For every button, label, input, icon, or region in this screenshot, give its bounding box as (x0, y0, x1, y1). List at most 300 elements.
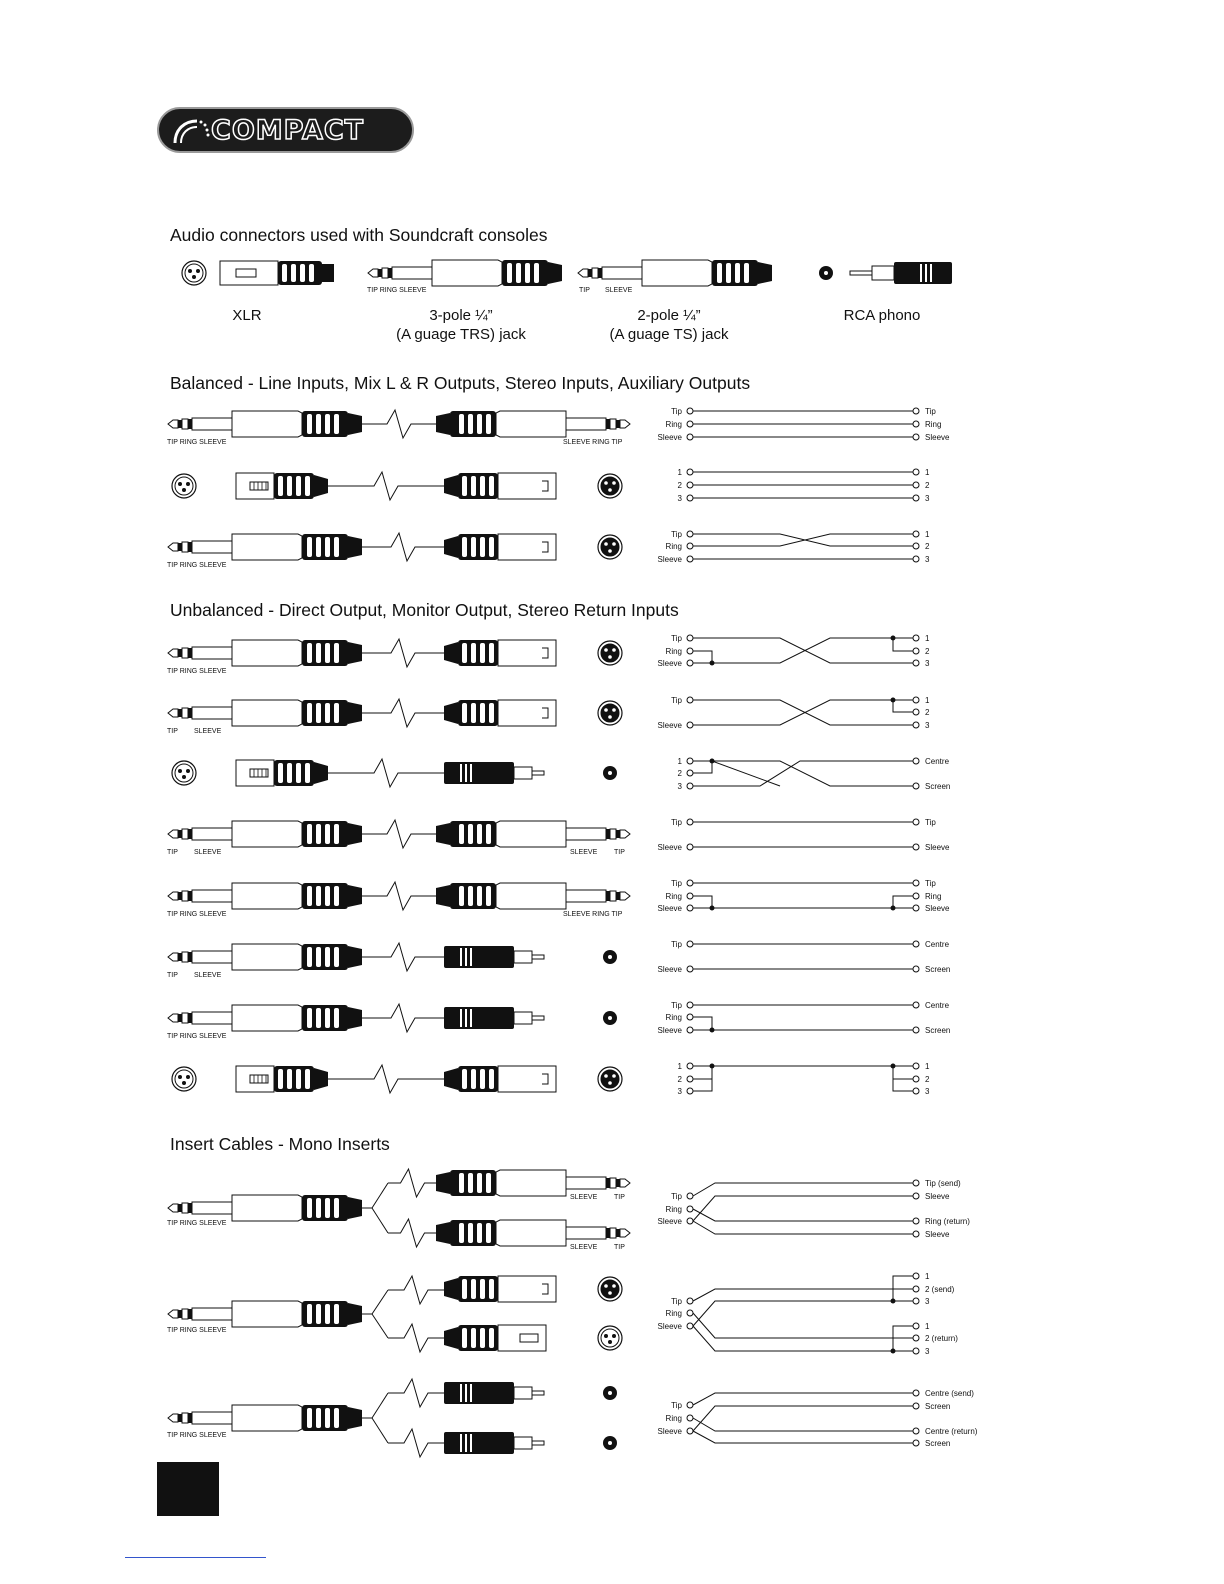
wire-label: Sleeve (657, 721, 682, 730)
wire (388, 1169, 437, 1197)
junction (891, 1064, 896, 1069)
wire-label: Tip (671, 530, 682, 539)
terminal (913, 819, 919, 825)
wire (693, 1313, 913, 1338)
terminal (687, 1193, 693, 1199)
terminal (687, 660, 693, 666)
left-jack-plug (168, 944, 362, 970)
terminal (687, 1402, 693, 1408)
right-rca-face-icon (603, 1011, 617, 1025)
insert1-ts-plug-return (436, 1220, 630, 1246)
right-xlr-plug (444, 640, 556, 666)
jack-pin-label: TIP RING SLEEVE (167, 1327, 227, 1334)
terminal (913, 1193, 919, 1199)
terminal (913, 1027, 919, 1033)
wire-label: 3 (677, 1087, 682, 1096)
wire-label: 1 (677, 468, 682, 477)
junction (710, 661, 715, 666)
jack-pin-label: SLEEVE RING TIP (563, 911, 623, 918)
terminal (913, 758, 919, 764)
unbalanced-wiring-7 (658, 1001, 951, 1035)
terminal (687, 635, 693, 641)
wire-label: Screen (925, 965, 951, 974)
wire-label: 2 (677, 481, 682, 490)
junction (710, 906, 715, 911)
right-xlr-face-icon (598, 535, 622, 559)
rca-plug-icon (850, 262, 952, 284)
terminal (687, 722, 693, 728)
wire-label: Tip (send) (925, 1179, 961, 1188)
jack-pin-label: TIP (167, 728, 178, 735)
jack-pin-label: TIP RING SLEEVE (167, 1432, 227, 1439)
wire (372, 1314, 388, 1338)
jack-pin-label: SLEEVE (570, 1194, 598, 1201)
wire-label: 3 (925, 1347, 930, 1356)
wire-label: Tip (671, 1297, 682, 1306)
wire (712, 761, 780, 786)
terminal (687, 1298, 693, 1304)
wire (693, 1406, 913, 1431)
wire-label: Sleeve (657, 433, 682, 442)
wire (362, 410, 436, 438)
wire (372, 1208, 388, 1233)
junction (891, 906, 896, 911)
terminal (913, 469, 919, 475)
wire-label: Ring (925, 892, 942, 901)
jack-pin-label: TIP (579, 287, 590, 294)
terminal (687, 543, 693, 549)
jack-pin-label: TIP (167, 849, 178, 856)
page-number-block (157, 1462, 219, 1516)
wire-label: Ring (665, 1309, 682, 1318)
wire-label: Ring (return) (925, 1217, 970, 1226)
insert3-rca-send-face-icon (603, 1386, 617, 1400)
insert3-rca-return (444, 1432, 544, 1454)
wire (693, 761, 712, 773)
jack-pin-label: TIP (614, 849, 625, 856)
terminal (687, 495, 693, 501)
terminal (687, 556, 693, 562)
wire (362, 699, 444, 727)
insert3-rca-send (444, 1382, 544, 1404)
wire-label: Sleeve (657, 965, 682, 974)
wire-label: 3 (677, 782, 682, 791)
wire-label: Sleeve (925, 433, 950, 442)
section-title-insert: Insert Cables - Mono Inserts (170, 1134, 390, 1154)
wire-label: Sleeve (657, 904, 682, 913)
insert2-xlr-male (444, 1276, 556, 1302)
wire-label: 2 (925, 542, 930, 551)
terminal (687, 966, 693, 972)
connector-label-xlr: XLR (232, 307, 262, 324)
terminal (913, 482, 919, 488)
terminal (913, 1286, 919, 1292)
terminal (687, 844, 693, 850)
ts-pin-labels (579, 287, 633, 294)
terminal (913, 434, 919, 440)
jack-pin-label: SLEEVE (194, 849, 222, 856)
wire-label: Screen (925, 1402, 951, 1411)
wire (693, 1079, 712, 1091)
terminal (687, 482, 693, 488)
wire (328, 1065, 444, 1093)
terminal (913, 783, 919, 789)
terminal (687, 1027, 693, 1033)
left-xlr-plug (236, 473, 328, 499)
wire-label: Ring (665, 1013, 682, 1022)
wire-label: 2 (925, 1075, 930, 1084)
insert1-ts-plug-send (436, 1170, 630, 1196)
insert2-xlr-male-face-icon (598, 1277, 622, 1301)
terminal (687, 697, 693, 703)
terminal (687, 819, 693, 825)
insert2-xlr-female-face-icon (598, 1326, 622, 1350)
right-xlr-face-icon (598, 641, 622, 665)
wire-label: Screen (925, 1026, 951, 1035)
section-title-unbalanced: Unbalanced - Direct Output, Monitor Output, Stereo Return Inputs (170, 600, 679, 620)
terminal (913, 1076, 919, 1082)
left-jack-plug (168, 534, 362, 560)
wire (388, 1324, 444, 1352)
wire-label: Tip (671, 1192, 682, 1201)
wire-label: Sleeve (657, 1322, 682, 1331)
wire-label: 3 (925, 1087, 930, 1096)
junction (710, 1028, 715, 1033)
wire-label: Ring (925, 420, 942, 429)
insert-wiring-2 (658, 1272, 959, 1356)
terminal (687, 1206, 693, 1212)
wire-label: Tip (671, 1401, 682, 1410)
wire-label: Ring (665, 647, 682, 656)
terminal (913, 1323, 919, 1329)
right-xlr-face-icon (598, 1067, 622, 1091)
terminal (687, 1323, 693, 1329)
insert2-xlr-female (444, 1325, 546, 1351)
terminal (913, 1335, 919, 1341)
terminal (913, 722, 919, 728)
wire (693, 761, 913, 786)
wire-label: Ring (665, 1414, 682, 1423)
wire-label: Tip (671, 634, 682, 643)
wire (893, 700, 913, 712)
jack-pin-label: TIP (614, 1244, 625, 1251)
wire-label: 1 (677, 757, 682, 766)
wire (893, 1066, 913, 1079)
wire (693, 1431, 913, 1443)
xlr-plug-icon (220, 261, 334, 285)
right-xlr-face-icon (598, 474, 622, 498)
wire (328, 759, 444, 787)
unbalanced-row-3 (328, 759, 444, 787)
right-xlr-plug (444, 534, 556, 560)
wire (362, 1393, 388, 1418)
wire-label: Sleeve (925, 1192, 950, 1201)
connector-label-ts: 2-pole ¼” (A guage TS) jack (609, 307, 729, 343)
wire-label: Tip (671, 1001, 682, 1010)
jack-pin-label: TIP RING SLEEVE (167, 1033, 227, 1040)
wire-label: Tip (925, 879, 936, 888)
wire (693, 1066, 712, 1079)
jack-pin-label: SLEEVE (570, 849, 598, 856)
terminal (687, 1076, 693, 1082)
insert2-trs-plug (168, 1301, 362, 1327)
jack-pin-label: TIP (614, 1194, 625, 1201)
right-rca-face-icon (603, 766, 617, 780)
terminal (687, 758, 693, 764)
jack-pin-label: TIP RING SLEEVE (167, 1220, 227, 1227)
wire (893, 638, 913, 651)
terminal (913, 531, 919, 537)
wire-label: Sleeve (657, 1217, 682, 1226)
wire (388, 1379, 444, 1407)
wire-label: Sleeve (657, 1026, 682, 1035)
wire (693, 534, 913, 546)
connector-label-trs: 3-pole ¼” (A guage TRS) jack (396, 307, 526, 343)
junction (891, 636, 896, 641)
terminal (687, 469, 693, 475)
unbalanced-wiring-6 (658, 940, 951, 974)
terminal (913, 966, 919, 972)
wire (693, 896, 712, 908)
terminal (687, 1014, 693, 1020)
wire (693, 1418, 913, 1431)
wire (693, 1017, 712, 1030)
insert3-rca-return-face-icon (603, 1436, 617, 1450)
wire-label: Sleeve (925, 904, 950, 913)
right-jack-plug (436, 821, 630, 847)
wire-label: Sleeve (657, 555, 682, 564)
insert1-trs-plug (168, 1195, 362, 1221)
unbalanced-wiring-8 (678, 1062, 930, 1096)
terminal (913, 660, 919, 666)
wire (693, 1393, 913, 1405)
trs-pin-labels (367, 287, 427, 294)
wire (693, 700, 913, 725)
left-jack-plug (168, 700, 362, 726)
wire-label: Ring (665, 420, 682, 429)
wire (362, 820, 436, 848)
right-rca-face-icon (603, 950, 617, 964)
wire-label: 1 (925, 530, 930, 539)
junction (710, 1064, 715, 1069)
wire (362, 1290, 388, 1314)
wire-label: Centre (return) (925, 1427, 978, 1436)
wire-label: Sleeve (657, 659, 682, 668)
wire-label: 1 (925, 634, 930, 643)
wire (693, 638, 913, 663)
left-jack-plug (168, 640, 362, 666)
wire-label: 3 (925, 494, 930, 503)
right-rca-plug (444, 946, 544, 968)
wire-label: Tip (671, 818, 682, 827)
logo-text: COMPACT (211, 115, 365, 146)
wire (693, 1196, 913, 1221)
wire-label: 2 (925, 647, 930, 656)
wire-label: Ring (665, 542, 682, 551)
wire (893, 1079, 913, 1091)
terminal (913, 495, 919, 501)
wire (693, 761, 913, 786)
jack-pin-label: TIP (167, 972, 178, 979)
terminal (913, 1063, 919, 1069)
section-title-balanced: Balanced - Line Inputs, Mix L & R Outputs, Stereo Inputs, Auxiliary Outputs (170, 373, 751, 393)
right-xlr-face-icon (598, 701, 622, 725)
jack-pin-label: TIP RING SLEEVE (167, 439, 227, 446)
wire-label: 3 (925, 721, 930, 730)
wire (362, 882, 436, 910)
terminal (913, 1088, 919, 1094)
wire-label: Centre (925, 940, 950, 949)
wire (693, 1221, 913, 1234)
jack-pin-label: TIP RING SLEEVE (167, 668, 227, 675)
terminal (913, 1298, 919, 1304)
wire (693, 638, 913, 663)
jack-pin-label: TIP RING SLEEVE (367, 287, 427, 294)
right-rca-plug (444, 762, 544, 784)
terminal (687, 1063, 693, 1069)
terminal (913, 421, 919, 427)
jack-pin-label: SLEEVE (605, 287, 633, 294)
wire-label: Ring (665, 892, 682, 901)
insert-wiring-3 (658, 1389, 978, 1448)
terminal (687, 408, 693, 414)
xlr-face-icon (182, 261, 206, 285)
wire-label: 1 (925, 468, 930, 477)
left-jack-plug (168, 883, 362, 909)
wire-label: 2 (677, 769, 682, 778)
terminal (687, 1310, 693, 1316)
terminal (913, 1348, 919, 1354)
balanced-wiring-1 (658, 407, 950, 442)
jack-pin-label: TIP RING SLEEVE (167, 911, 227, 918)
wire-label: 1 (925, 1062, 930, 1071)
terminal (913, 1218, 919, 1224)
wire-label: Centre (925, 757, 950, 766)
terminal (913, 709, 919, 715)
terminal (687, 783, 693, 789)
junction (891, 1299, 896, 1304)
wire-label: Tip (671, 696, 682, 705)
wire (362, 1183, 388, 1208)
terminal (687, 421, 693, 427)
unbalanced-wiring-2 (658, 696, 930, 730)
balanced-wiring-2 (678, 468, 930, 503)
junction (891, 698, 896, 703)
wire-label: Tip (925, 407, 936, 416)
jack-pin-label: SLEEVE RING TIP (563, 439, 623, 446)
terminal (687, 893, 693, 899)
wire (693, 1209, 913, 1221)
wire-label: Screen (925, 1439, 951, 1448)
terminal (687, 1218, 693, 1224)
wire-label: Sleeve (657, 843, 682, 852)
wire-label: 2 (677, 1075, 682, 1084)
trs-jack-icon (368, 260, 562, 286)
terminal (913, 1180, 919, 1186)
wire (693, 1183, 913, 1196)
terminal (687, 531, 693, 537)
terminal (687, 1002, 693, 1008)
right-xlr-plug (444, 700, 556, 726)
terminal (913, 556, 919, 562)
terminal (913, 1403, 919, 1409)
terminal (687, 770, 693, 776)
wire-label: Centre (925, 1001, 950, 1010)
balanced-row-2 (328, 472, 444, 500)
unbalanced-wiring-1 (658, 634, 930, 668)
rca-face-icon (819, 266, 833, 280)
terminal (913, 648, 919, 654)
wire-label: 1 (925, 1322, 930, 1331)
wire (328, 472, 444, 500)
wire (362, 533, 444, 561)
wire (362, 943, 444, 971)
wire (693, 651, 712, 663)
wire (693, 1289, 913, 1301)
terminal (913, 844, 919, 850)
wire-label: 3 (925, 555, 930, 564)
wire-label: 1 (925, 696, 930, 705)
terminal (687, 941, 693, 947)
terminal (913, 1390, 919, 1396)
terminal (913, 941, 919, 947)
connector-label-rca: RCA phono (843, 307, 921, 324)
wire-label: 2 (925, 708, 930, 717)
wire (693, 1301, 913, 1326)
section-title-connectors: Audio connectors used with Soundcraft consoles (170, 225, 548, 245)
wire (362, 1004, 444, 1032)
wire-label: 3 (925, 1297, 930, 1306)
wire-label: Centre (send) (925, 1389, 974, 1398)
terminal (913, 880, 919, 886)
wire-label: 2 (return) (925, 1334, 958, 1343)
terminal (913, 1002, 919, 1008)
wire-label: 2 (925, 481, 930, 490)
jack-pin-label: SLEEVE (570, 1244, 598, 1251)
wire (693, 700, 913, 725)
balanced-wiring-3 (658, 530, 930, 564)
terminal (687, 905, 693, 911)
wire-label: Ring (665, 1205, 682, 1214)
left-xlr-face-icon (172, 474, 196, 498)
terminal (913, 543, 919, 549)
left-xlr-face-icon (172, 761, 196, 785)
unbalanced-wiring-5 (658, 879, 950, 913)
unbalanced-row-8 (328, 1065, 444, 1093)
wire-label: 1 (925, 1272, 930, 1281)
unbalanced-wiring-3 (678, 757, 951, 791)
wire-label: Tip (671, 407, 682, 416)
wire (388, 1429, 444, 1457)
terminal (913, 1273, 919, 1279)
unbalanced-wiring-4 (658, 818, 950, 852)
terminal (687, 1088, 693, 1094)
terminal (913, 1231, 919, 1237)
wire-label: 1 (677, 1062, 682, 1071)
jack-pin-label: SLEEVE (194, 972, 222, 979)
wire-label: Tip (925, 818, 936, 827)
insert3-trs-plug (168, 1405, 362, 1431)
jack-pin-label: SLEEVE (194, 728, 222, 735)
right-jack-plug (436, 883, 630, 909)
wire-label: Sleeve (925, 1230, 950, 1239)
terminal (913, 1428, 919, 1434)
terminal (687, 1428, 693, 1434)
left-xlr-plug (236, 760, 328, 786)
ts-jack-icon (578, 260, 772, 286)
terminal (687, 880, 693, 886)
terminal (913, 408, 919, 414)
